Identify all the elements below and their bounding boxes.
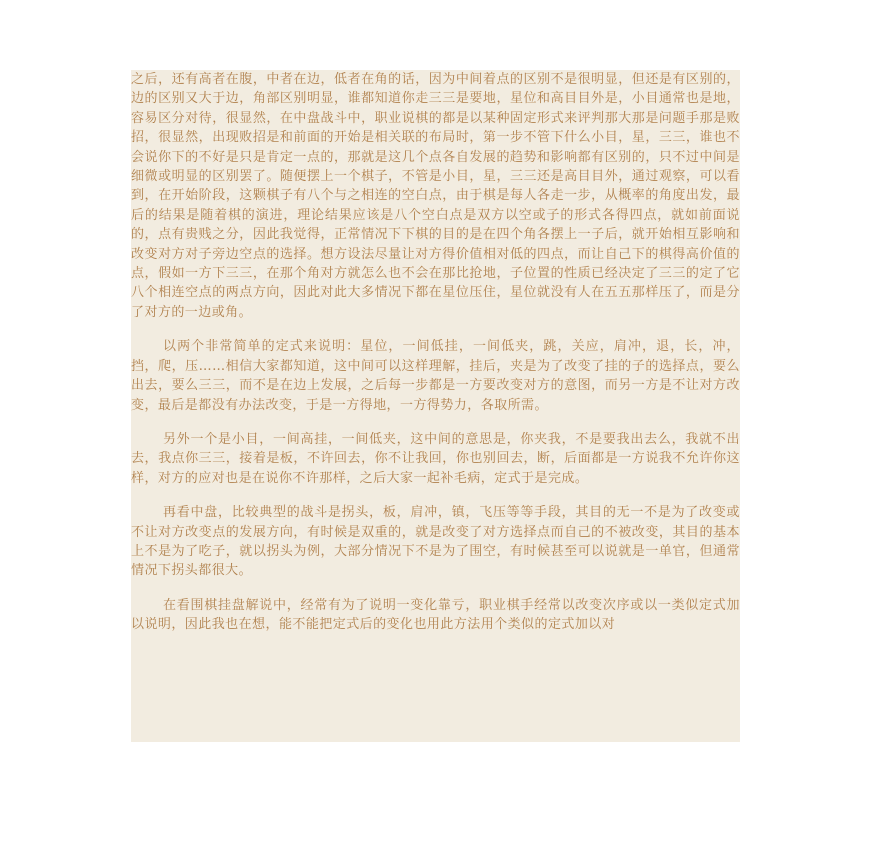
document-text-block [131,70,740,742]
paragraph-1: 之后，还有高者在腹，中者在边，低者在角的话，因为中间着点的区别不是很明显，但还是有区别的，边的区别又大于边，角部区别明显，谁都知道你走三三是要地，星位和高目目外是，小目通常也是地，容易区分对待，很显然，在中盘战斗中，职业说棋的都是以某种固定形式来评判那大那是问题手那是败招，很显然，出现败招是和前面的开始是相关联的布局时，第一步不管下什么小目，星，三三，谁也不会说你下的不好是只是肯定一点的，那就是这几个点各自发展的趋势和影响都有区别的，只不过中间是细微或明显的区别罢了。随便摆上一个棋子，不管是小目，星，三三还是高目目外，通过观察，可以看到，在开始阶段，这颗棋子有八个与之相连的空白点，由于棋是每人各走一步，从概率的角度出发，最后的结果是随着棋的演进，理论结果应该是八个空白点是双方以空或子的形式各得四点，就如前面说的，点有贵贱之分，因此我觉得，正常情况下下棋的目的是在四个角各摆上一子后，就开始相互影响和改变对方对子旁边空点的选择。想方设法尽量让对方得价值相对低的四点，而让自己下的棋得高价值的点，假如一方下三三，在那个角对方就怎么也不会在那比抢地，子位置的性质已经决定了三三的定了它八个相连空点的两点方向，因此对此大多情况下都在星位压住，星位就没有人在五五那样压了，而是分了对方的一边或角。 [131,72,740,320]
paragraph-4: 再看中盘，比较典型的战斗是拐头，板，肩冲，镇，飞压等等手段，其目的无一不是为了改变或不让对方改变点的发展方向，有时候是双重的，就是改变了对方选择点而自己的不被改变，其目的基本上不是为了吃子，就以拐头为例，大部分情况下不是为了围空，有时候甚至可以说就是一单官，但通常情况下拐头都很大。 [131,505,740,579]
paragraph-5: 在看围棋挂盘解说中，经常有为了说明一变化靠亏，职业棋手经常以改变次序或以一类似定式加以说明，因此我也在想，能不能把定式后的变化也用此方法用个类似的定式加以对 [131,597,740,633]
paragraph-3: 另外一个是小目，一间高挂，一间低夹，这中间的意思是，你夹我，不是要我出去么，我就不出去，我点你三三，接着是板，不许回去，你不让我回，你也别回去，断，后面都是一方说我不允许你这样，对方的应对也是在说你不许那样，之后大家一起补毛病，定式于是完成。 [131,431,740,486]
paragraph-2: 以两个非常简单的定式来说明：星位，一间低挂，一间低夹，跳，关应，肩冲，退，长，冲，挡，爬，压……相信大家都知道，这中间可以这样理解，挂后，夹是为了改变了挂的子的选择点，要么出去，要么三三，而不是在边上发展，之后每一步都是一方要改变对方的意图，而另一方是不让对方改变，最后是都没有办法改变，于是一方得地，一方得势力，各取所需。 [131,339,740,413]
